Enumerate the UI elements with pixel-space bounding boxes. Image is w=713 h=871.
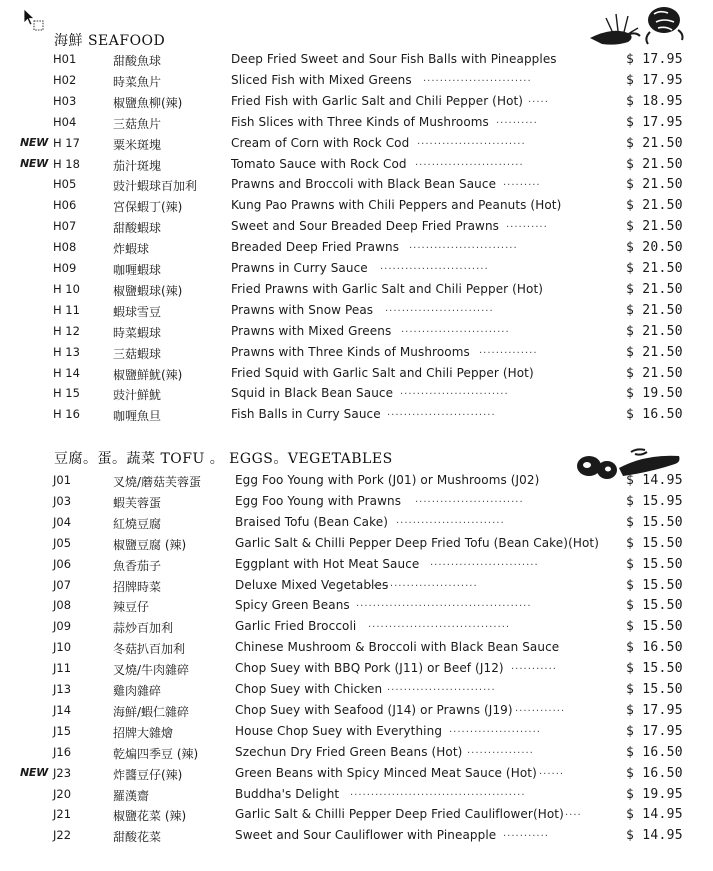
- dot-leader: ......................: [449, 723, 541, 735]
- item-english-name: Prawns and Broccoli with Black Bean Sauce: [231, 177, 497, 192]
- item-price: $ 21.50: [626, 281, 683, 297]
- menu-item-row: [0, 345, 713, 365]
- item-chinese-name: 辣豆仔: [113, 600, 150, 615]
- dot-leader: .........: [503, 177, 541, 189]
- item-price: $ 21.50: [626, 198, 683, 214]
- item-code: H 11: [53, 302, 80, 317]
- item-english-name: Garlic Fried Broccoli: [235, 619, 357, 634]
- menu-item-row: [0, 386, 713, 406]
- dot-leader: ..........................: [401, 323, 510, 335]
- item-price: $ 17.95: [626, 702, 683, 718]
- item-english-name: Fried Fish with Garlic Salt and Chili Pepper (Hot): [231, 93, 524, 108]
- item-code: J01: [53, 473, 72, 487]
- item-english-name: Chop Suey with Seafood (J14) or Prawns (J19): [235, 702, 513, 717]
- item-chinese-name: 叉燒/牛肉雜碎: [113, 663, 190, 678]
- item-code: J08: [53, 598, 72, 613]
- item-english-name: Prawns in Curry Sauce: [231, 261, 368, 275]
- item-code: J05: [53, 535, 72, 550]
- new-badge: NEW: [20, 156, 48, 170]
- menu-item-row: [0, 219, 713, 239]
- menu-item-row: [0, 52, 713, 72]
- item-english-name: Buddha's Delight: [235, 786, 340, 801]
- item-price: $ 21.50: [626, 365, 683, 381]
- item-price: $ 15.50: [626, 598, 683, 614]
- menu-item-row: [0, 724, 713, 744]
- menu-item-row: [0, 745, 713, 765]
- item-code: J20: [53, 786, 72, 801]
- item-english-name: Cream of Corn with Rock Cod: [231, 135, 410, 150]
- new-badge: NEW: [20, 765, 48, 779]
- item-code: H05: [53, 177, 77, 192]
- item-code: H07: [53, 219, 77, 234]
- item-price: $ 19.50: [626, 386, 683, 402]
- dot-leader: ..........................: [409, 240, 518, 252]
- item-code: J10: [53, 640, 72, 655]
- menu-item-row: [0, 807, 713, 827]
- item-code: J04: [53, 514, 72, 529]
- item-chinese-name: 叉燒/蘑菇芙蓉蛋: [113, 475, 202, 489]
- menu-item-row: [0, 303, 713, 323]
- item-price: $ 21.50: [626, 156, 683, 172]
- dot-leader: ..........................: [387, 407, 496, 419]
- item-english-name: Chop Suey with BBQ Pork (J11) or Beef (J12): [235, 661, 504, 676]
- menu-item-row: [0, 407, 713, 427]
- item-code: J15: [53, 723, 72, 738]
- item-price: $ 21.50: [626, 177, 683, 193]
- item-code: H 16: [53, 407, 80, 422]
- menu-item-row: [0, 682, 713, 702]
- item-chinese-name: 海鮮/蝦仁雜碎: [113, 704, 190, 719]
- dot-leader: ..........................: [415, 493, 524, 505]
- cursor-arrow-icon: [22, 8, 48, 34]
- dot-leader: ..........................: [380, 261, 489, 272]
- item-code: J09: [53, 619, 72, 634]
- item-english-name: Tomato Sauce with Rock Cod: [231, 156, 407, 171]
- menu-item-row: [0, 578, 713, 598]
- item-chinese-name: 招牌時菜: [113, 579, 162, 594]
- menu-item-row: [0, 261, 713, 281]
- new-badge: NEW: [20, 135, 48, 149]
- item-code: J07: [53, 577, 72, 592]
- menu-item-row: [0, 557, 713, 577]
- menu-item-row: [0, 198, 713, 218]
- item-chinese-name: 炸蝦球: [113, 242, 150, 257]
- item-english-name: Eggplant with Hot Meat Sauce: [235, 556, 420, 571]
- item-chinese-name: 魚香茄子: [113, 558, 162, 573]
- item-price: $ 21.50: [626, 219, 683, 235]
- menu-item-row: [0, 598, 713, 618]
- item-chinese-name: 時菜魚片: [113, 74, 162, 89]
- item-english-name: Egg Foo Young with Pork (J01) or Mushrooms (J02): [235, 473, 540, 487]
- item-chinese-name: 紅燒豆腐: [113, 516, 162, 531]
- item-code: J21: [53, 807, 72, 822]
- item-english-name: Szechun Dry Fried Green Beans (Hot): [235, 744, 463, 759]
- item-chinese-name: 甜酸花菜: [113, 830, 162, 845]
- item-chinese-name: 冬菇扒百加利: [113, 642, 186, 657]
- item-price: $ 18.95: [626, 93, 683, 109]
- item-english-name: Fish Slices with Three Kinds of Mushrooms: [231, 114, 489, 129]
- item-price: $ 16.50: [626, 640, 683, 656]
- menu-item-row: [0, 157, 713, 177]
- item-price: $ 21.50: [626, 323, 683, 339]
- menu-item-row: [0, 73, 713, 93]
- lobster-crab-illustration-icon: [588, 4, 688, 48]
- item-price: $ 16.50: [626, 744, 683, 760]
- item-code: J13: [53, 682, 72, 696]
- item-price: $ 21.50: [626, 302, 683, 318]
- item-chinese-name: 豉汁蝦球百加利: [113, 179, 198, 194]
- item-code: H 17: [53, 135, 80, 150]
- dot-leader: ..........................: [417, 135, 526, 147]
- item-chinese-name: 羅漢齋: [113, 788, 150, 803]
- item-english-name: Braised Tofu (Bean Cake): [235, 514, 388, 529]
- item-price: $ 17.95: [626, 723, 683, 739]
- item-code: H 18: [53, 156, 80, 171]
- item-english-name: Sweet and Sour Breaded Deep Fried Prawns: [231, 219, 500, 234]
- item-price: $ 15.50: [626, 619, 683, 635]
- item-english-name: Garlic Salt & Chilli Pepper Deep Fried Cauliflower(Hot): [235, 807, 564, 822]
- item-price: $ 21.50: [626, 135, 683, 151]
- item-english-name: Green Beans with Spicy Minced Meat Sauce (Hot): [235, 765, 537, 780]
- item-price: $ 17.95: [626, 72, 683, 88]
- menu-item-row: [0, 661, 713, 681]
- item-chinese-name: 甜酸魚球: [113, 54, 162, 68]
- item-chinese-name: 蝦芙蓉蛋: [113, 495, 162, 510]
- item-chinese-name: 三菇蝦球: [113, 346, 162, 361]
- dot-leader: ..........................: [396, 514, 505, 526]
- item-chinese-name: 椒鹽豆腐 (辣): [113, 537, 187, 552]
- dot-leader: ......: [539, 765, 565, 777]
- item-chinese-name: 炸醬豆仔(辣): [113, 767, 183, 782]
- item-code: H06: [53, 198, 77, 213]
- dot-leader: ..........................: [415, 156, 524, 168]
- item-english-name: Fried Squid with Garlic Salt and Chili Pepper (Hot): [231, 365, 534, 380]
- item-price: $ 14.95: [626, 807, 683, 823]
- item-code: H02: [53, 72, 77, 87]
- item-english-name: Spicy Green Beans: [235, 598, 350, 613]
- item-price: $ 17.95: [626, 52, 683, 67]
- item-code: J22: [53, 828, 72, 843]
- section-title-seafood: 海鮮 SEAFOOD: [54, 33, 166, 49]
- menu-item-row: [0, 787, 713, 807]
- item-english-name: Deluxe Mixed Vegetables: [235, 577, 389, 592]
- item-code: J16: [53, 744, 72, 759]
- item-english-name: Kung Pao Prawns with Chili Peppers and Peanuts (Hot): [231, 198, 562, 213]
- item-price: $ 14.95: [626, 473, 683, 488]
- dot-leader: ..........................................: [356, 598, 532, 610]
- menu-item-row: [0, 640, 713, 660]
- item-price: $ 21.50: [626, 261, 683, 276]
- item-chinese-name: 乾煸四季豆 (辣): [113, 746, 199, 761]
- item-chinese-name: 粟米斑塊: [113, 137, 162, 152]
- item-chinese-name: 椒鹽蝦球(辣): [113, 283, 183, 298]
- item-code: H04: [53, 114, 77, 129]
- item-chinese-name: 茄汁斑塊: [113, 158, 162, 173]
- menu-item-row: [0, 282, 713, 302]
- item-code: J11: [53, 661, 72, 676]
- item-code: H08: [53, 240, 77, 255]
- menu-item-row: [0, 94, 713, 114]
- item-chinese-name: 三菇魚片: [113, 116, 162, 131]
- item-chinese-name: 椒鹽花菜 (辣): [113, 809, 187, 824]
- dot-leader: ..........................................: [350, 786, 526, 798]
- item-english-name: Fried Prawns with Garlic Salt and Chili Pepper (Hot): [231, 281, 544, 296]
- item-price: $ 20.50: [626, 240, 683, 256]
- item-english-name: Prawns with Snow Peas: [231, 302, 374, 317]
- dot-leader: ..........................: [430, 556, 539, 568]
- menu-item-row: [0, 703, 713, 723]
- dot-leader: ..........: [506, 219, 548, 231]
- menu-item-row: [0, 828, 713, 848]
- dot-leader: ..........................: [385, 302, 494, 314]
- item-chinese-name: 雞肉雜碎: [113, 684, 162, 698]
- item-code: H 13: [53, 344, 80, 359]
- item-code: H 10: [53, 281, 80, 296]
- item-english-name: Garlic Salt & Chilli Pepper Deep Fried Tofu (Bean Cake)(Hot): [235, 535, 600, 550]
- item-english-name: Breaded Deep Fried Prawns: [231, 240, 400, 255]
- item-code: J06: [53, 556, 72, 571]
- item-code: H 15: [53, 386, 80, 401]
- item-chinese-name: 甜酸蝦球: [113, 221, 162, 236]
- item-chinese-name: 時菜蝦球: [113, 325, 162, 340]
- item-code: H03: [53, 93, 77, 108]
- menu-item-row: [0, 619, 713, 639]
- item-code: J23: [53, 765, 72, 780]
- dot-leader: ................: [467, 744, 534, 756]
- item-english-name: Sliced Fish with Mixed Greens: [231, 72, 412, 87]
- item-chinese-name: 豉汁鮮魷: [113, 388, 162, 403]
- item-price: $ 15.50: [626, 682, 683, 697]
- item-price: $ 15.50: [626, 556, 683, 572]
- item-english-name: House Chop Suey with Everything: [235, 723, 443, 738]
- item-english-name: Prawns with Three Kinds of Mushrooms: [231, 344, 470, 359]
- item-price: $ 15.50: [626, 535, 683, 551]
- item-code: H01: [53, 52, 77, 66]
- menu-item-row: [0, 515, 713, 535]
- item-english-name: Squid in Black Bean Sauce: [231, 386, 394, 401]
- item-chinese-name: 招牌大雜燴: [113, 725, 174, 740]
- dot-leader: ............: [515, 702, 566, 714]
- menu-item-row: [0, 536, 713, 556]
- item-english-name: Deep Fried Sweet and Sour Fish Balls with Pineapples: [231, 52, 557, 66]
- dot-leader: ....: [565, 807, 582, 819]
- dot-leader: ..........: [496, 114, 538, 126]
- dot-leader: ..............: [479, 344, 538, 356]
- item-chinese-name: 蒜炒百加利: [113, 621, 174, 636]
- item-price: $ 15.95: [626, 493, 683, 509]
- menu-item-row: [0, 240, 713, 260]
- item-code: H09: [53, 261, 77, 275]
- item-price: $ 16.50: [626, 765, 683, 781]
- item-chinese-name: 椒鹽魚柳(辣): [113, 95, 183, 110]
- item-price: $ 17.95: [626, 114, 683, 130]
- dot-leader: ...........: [511, 661, 557, 673]
- menu-item-row: [0, 473, 713, 493]
- menu-item-row: [0, 136, 713, 156]
- item-price: $ 15.50: [626, 514, 683, 530]
- item-english-name: Fish Balls in Curry Sauce: [231, 407, 381, 422]
- item-price: $ 21.50: [626, 344, 683, 360]
- dot-leader: ..................................: [368, 619, 511, 631]
- section-title-tofu-eggs-vegetables: 豆腐。蛋。蔬菜 TOFU 。 EGGS。VEGETABLES: [54, 451, 393, 467]
- menu-item-row: [0, 115, 713, 135]
- item-price: $ 19.95: [626, 786, 683, 802]
- item-price: $ 15.50: [626, 577, 683, 593]
- item-code: J03: [53, 493, 72, 508]
- menu-item-row: [0, 324, 713, 344]
- dot-leader: ..........................: [369, 577, 478, 589]
- item-english-name: Prawns with Mixed Greens: [231, 323, 392, 338]
- menu-item-row: [0, 177, 713, 197]
- item-english-name: Chop Suey with Chicken: [235, 682, 383, 696]
- dot-leader: ..........................: [423, 72, 532, 84]
- item-price: $ 14.95: [626, 828, 683, 844]
- item-chinese-name: 咖喱魚旦: [113, 409, 162, 424]
- item-code: H 14: [53, 365, 80, 380]
- item-code: H 12: [53, 323, 80, 338]
- item-price: $ 15.50: [626, 661, 683, 677]
- menu-item-row: [0, 366, 713, 386]
- item-english-name: Sweet and Sour Cauliflower with Pineapple: [235, 828, 497, 843]
- item-price: $ 16.50: [626, 407, 683, 423]
- menu-item-row: [0, 494, 713, 514]
- item-code: J14: [53, 702, 72, 717]
- item-chinese-name: 宮保蝦丁(辣): [113, 200, 183, 215]
- item-english-name: Egg Foo Young with Prawns: [235, 493, 402, 508]
- item-chinese-name: 蝦球雪豆: [113, 304, 162, 319]
- dot-leader: .....: [528, 93, 549, 105]
- item-chinese-name: 咖喱蝦球: [113, 263, 162, 277]
- dot-leader: ..........................: [387, 682, 496, 693]
- menu-item-row: [0, 766, 713, 786]
- item-chinese-name: 椒鹽鮮魷(辣): [113, 367, 183, 382]
- dot-leader: ...........: [503, 828, 549, 840]
- item-english-name: Chinese Mushroom & Broccoli with Black Bean Sauce: [235, 640, 560, 655]
- dot-leader: ..........................: [400, 386, 509, 398]
